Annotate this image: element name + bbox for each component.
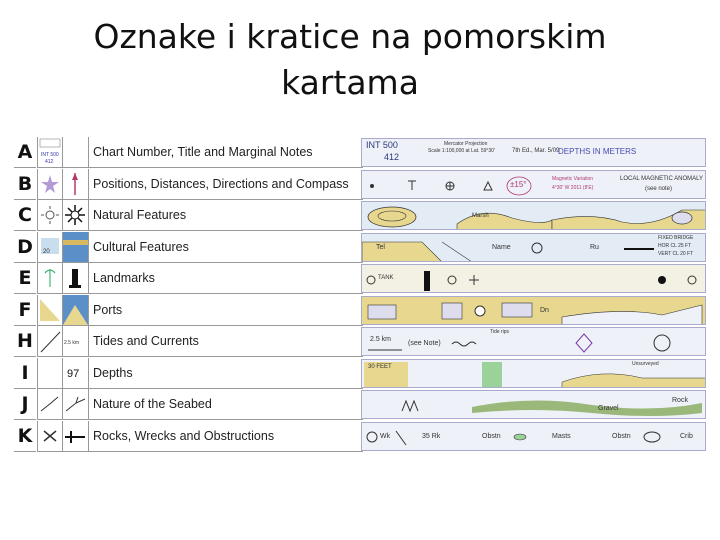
table-row	[14, 358, 706, 390]
example-strip-f: Dn	[361, 296, 706, 325]
seabed-branch-icon	[62, 389, 88, 420]
example-strip-k: Wk 35 Rk Obstn Masts Obstn Crib	[361, 422, 706, 451]
bridge-icon	[62, 232, 88, 263]
chart-number-icon	[37, 137, 63, 168]
example-strip-i: 30 FEET Unsurveyed	[361, 359, 706, 388]
row-letter: H	[14, 326, 36, 357]
position-star-icon	[37, 169, 63, 200]
harbour-icon	[62, 295, 88, 326]
sounding-icon	[37, 358, 63, 389]
table-row	[14, 200, 706, 232]
svg-text:20: 20	[43, 248, 50, 255]
tide-scale-icon	[37, 326, 63, 357]
row-letter: J	[14, 389, 36, 420]
chart-symbols-table	[14, 137, 706, 452]
row-letter: F	[14, 295, 36, 326]
blank-icon-cell	[62, 137, 88, 168]
example-strip-h: 2.5 km (see Note) Tide rips	[361, 327, 706, 356]
example-strip-e: TANK	[361, 264, 706, 293]
building-icon	[37, 232, 63, 263]
row-label: Depths	[88, 358, 363, 389]
burst-icon	[62, 200, 88, 231]
row-letter: C	[14, 200, 36, 231]
row-label: Rocks, Wrecks and Obstructions	[88, 421, 363, 452]
title-line-2: kartama	[281, 63, 419, 102]
svg-text:97: 97	[67, 367, 80, 380]
table-row	[14, 295, 706, 327]
wreck-icon	[62, 421, 88, 452]
tide-distance-icon	[62, 326, 88, 357]
svg-text:412: 412	[45, 159, 54, 165]
row-label: Landmarks	[88, 263, 363, 294]
depth-figure-icon	[62, 358, 88, 389]
example-strip-b: ±15° Magnetic Variation 4°30' W 2011 (8'E) LOCAL MAGNETIC ANOMALY (see note)	[361, 170, 706, 199]
compass-needle-icon	[62, 169, 88, 200]
row-letter: E	[14, 263, 36, 294]
seabed-icon	[37, 389, 63, 420]
row-label: Tides and Currents	[88, 326, 363, 357]
antenna-icon	[37, 263, 63, 294]
svg-text:INT 500: INT 500	[41, 152, 59, 158]
lighthouse-icon	[62, 263, 88, 294]
row-label: Cultural Features	[88, 232, 363, 263]
row-label: Positions, Distances, Directions and Compass	[88, 169, 363, 200]
row-letter: B	[14, 169, 36, 200]
table-row	[14, 421, 706, 453]
example-strip-d: Tel Name Ru FIXED BRIDGE HOR CL 25 FT VERT CL 20 FT	[361, 233, 706, 262]
example-strip-a: INT 500 412 Mercator Projection Scale 1:100,000 at Lat. 59°30' 7th Ed., Mar. 5/09 DEPTHS IN METERS	[361, 138, 706, 167]
rock-icon	[37, 421, 63, 452]
row-letter: K	[14, 421, 36, 452]
example-strip-j: Gravel Rock	[361, 390, 706, 419]
sun-rock-icon	[37, 200, 63, 231]
table-row	[14, 169, 706, 201]
row-letter: I	[14, 358, 36, 389]
table-row	[14, 326, 706, 358]
row-letter: A	[14, 137, 36, 168]
jetty-icon	[37, 295, 63, 326]
example-strip-c: Marsh	[361, 201, 706, 230]
row-letter: D	[14, 232, 36, 263]
svg-text:2.5 km: 2.5 km	[64, 340, 80, 346]
table-row	[14, 263, 706, 295]
page-title	[0, 14, 700, 106]
row-label: Ports	[88, 295, 363, 326]
row-label: Chart Number, Title and Marginal Notes	[88, 137, 363, 168]
row-label: Nature of the Seabed	[88, 389, 363, 420]
row-label: Natural Features	[88, 200, 363, 231]
title-line-1: Oznake i kratice na pomorskim	[93, 17, 607, 56]
table-row	[14, 389, 706, 421]
table-row	[14, 232, 706, 264]
table-row	[14, 137, 706, 169]
